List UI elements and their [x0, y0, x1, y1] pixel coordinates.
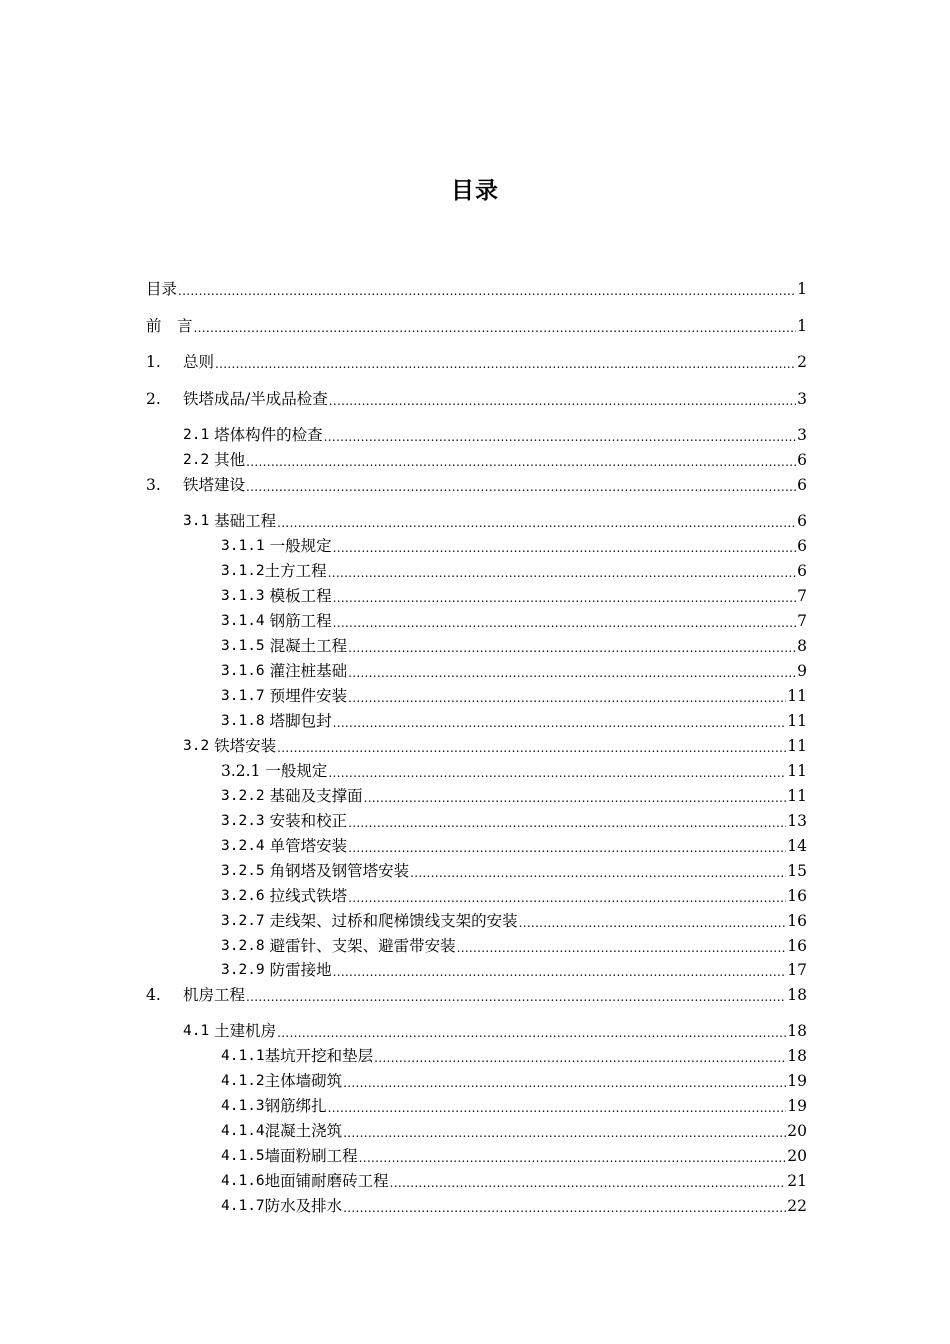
toc-entry-page: 20	[787, 1122, 807, 1140]
toc-entry-title: 角钢塔及钢管塔安装	[264, 862, 410, 880]
toc-entry[interactable]	[221, 634, 807, 656]
toc-entry-page: 8	[797, 637, 807, 655]
toc-entry-title: 土建机房	[209, 1022, 277, 1040]
toc-entry[interactable]	[221, 659, 807, 681]
toc-entry-title: 墙面粉刷工程	[264, 1147, 358, 1165]
toc-entry-title: 主体墙砌筑	[264, 1072, 343, 1090]
toc-entry[interactable]	[183, 734, 807, 756]
toc-entry[interactable]	[146, 350, 807, 372]
toc-leader	[348, 815, 786, 831]
toc-entry-page: 11	[787, 737, 807, 755]
toc-entry[interactable]	[183, 423, 807, 445]
toc-entry[interactable]	[183, 1019, 807, 1041]
toc-entry[interactable]	[221, 1044, 807, 1066]
toc-entry[interactable]	[221, 684, 807, 706]
toc-entry-title: 预埋件安装	[264, 687, 348, 705]
toc-leader	[410, 865, 786, 881]
toc-entry[interactable]	[221, 1169, 807, 1191]
toc-entry-page: 17	[787, 961, 807, 979]
toc-entry-page: 19	[787, 1097, 807, 1115]
toc-leader	[343, 1200, 786, 1216]
toc-entry-number: 4.1.6	[221, 1173, 265, 1189]
toc-entry-number: 3.1.4	[221, 613, 265, 629]
toc-entry-title: 模板工程	[264, 587, 332, 605]
toc-entry[interactable]	[146, 983, 807, 1005]
toc-entry[interactable]	[183, 448, 807, 470]
toc-entry-page: 3	[797, 426, 807, 444]
toc-entry-number: 4.	[146, 986, 161, 1004]
toc-entry-number: 2.	[146, 390, 161, 408]
toc-entry-page: 13	[787, 812, 807, 830]
toc-entry-number: 3.2.5	[221, 863, 265, 879]
toc-entry-number: 3.2	[183, 738, 210, 754]
toc-entry[interactable]	[221, 784, 807, 806]
toc-entry[interactable]	[221, 859, 807, 881]
toc-entry[interactable]	[221, 534, 807, 556]
toc-entry-page: 6	[797, 451, 807, 469]
toc-leader	[390, 1175, 787, 1191]
toc-leader	[348, 665, 796, 681]
toc-entry-title: 塔脚包封	[264, 712, 332, 730]
toc-entry-number: 4.1.4	[221, 1123, 265, 1139]
toc-entry-page: 1	[797, 317, 807, 335]
toc-leader	[343, 1125, 786, 1141]
toc-entry-number: 3.1.5	[221, 638, 265, 654]
toc-entry-page: 6	[797, 512, 807, 530]
toc-entry[interactable]	[221, 934, 807, 956]
toc-entry[interactable]	[221, 1194, 807, 1216]
toc-entry-title: 铁塔建设	[183, 476, 246, 494]
toc-entry-title: 铁塔成品/半成品检查	[183, 390, 328, 408]
toc-entry-page: 18	[787, 1047, 807, 1065]
toc-entry-number: 3.2.8	[221, 938, 265, 954]
toc-entry-number: 4.1.2	[221, 1073, 265, 1089]
toc-leader	[277, 740, 786, 756]
toc-entry-number: 3.2.9	[221, 962, 265, 978]
toc-entry-title: 一般规定	[260, 762, 328, 780]
toc-entry-title: 前 言	[146, 317, 193, 335]
toc-entry[interactable]	[221, 1119, 807, 1141]
toc-leader	[333, 540, 797, 556]
toc-entry-number: 3.2.4	[221, 838, 265, 854]
toc-leader	[328, 765, 786, 781]
toc-entry-title: 基坑开挖和垫层	[264, 1047, 374, 1065]
toc-entry-title: 总则	[183, 353, 215, 371]
toc-entry-title: 目录	[146, 280, 178, 298]
toc-entry-number: 4.1	[183, 1023, 210, 1039]
toc-entry-title: 基础及支撑面	[264, 787, 363, 805]
toc-entry-number: 3.1.8	[221, 713, 265, 729]
toc-entry-page: 16	[787, 912, 807, 930]
toc-entry-title: 混凝土浇筑	[264, 1122, 343, 1140]
toc-entry-number: 3.1.2	[221, 563, 265, 579]
toc-entry-title: 防雷接地	[264, 961, 332, 979]
toc-entry-number: 3.1.1	[221, 538, 265, 554]
toc-entry-page: 16	[787, 887, 807, 905]
toc-leader	[519, 915, 787, 931]
toc-entry-number: 3.1	[183, 513, 210, 529]
toc-entry-title: 基础工程	[209, 512, 277, 530]
toc-entry[interactable]	[221, 1144, 807, 1166]
toc-leader	[246, 479, 796, 495]
toc-entry-page: 1	[797, 280, 807, 298]
toc-entry-title: 铁塔安装	[209, 737, 277, 755]
toc-entry[interactable]	[146, 277, 807, 299]
toc-entry-number: 1.	[146, 353, 161, 371]
toc-entry[interactable]	[146, 387, 807, 409]
toc-leader	[333, 964, 787, 980]
toc-entry[interactable]	[183, 509, 807, 531]
toc-entry-page: 11	[787, 687, 807, 705]
toc-entry-title: 土方工程	[264, 562, 327, 580]
toc-leader	[364, 790, 787, 806]
toc-leader	[246, 454, 796, 470]
toc-leader	[348, 690, 786, 706]
toc-entry-number: 3.1.3	[221, 588, 265, 604]
toc-leader	[374, 1050, 786, 1066]
toc-leader	[359, 1150, 787, 1166]
toc-entry-page: 11	[787, 712, 807, 730]
toc-leader	[333, 715, 787, 731]
toc-entry-page: 6	[797, 476, 807, 494]
toc-entry-page: 7	[797, 587, 807, 605]
toc-leader	[343, 1075, 786, 1091]
toc-entry[interactable]	[146, 314, 807, 336]
toc-leader	[178, 283, 796, 299]
toc-entry[interactable]	[221, 559, 807, 581]
toc-entry-title: 防水及排水	[264, 1197, 343, 1215]
toc-entry-number: 3.1.7	[221, 688, 265, 704]
toc-entry-number: 4.1.1	[221, 1048, 265, 1064]
toc-entry-page: 11	[787, 787, 807, 805]
toc-entry-page: 15	[787, 862, 807, 880]
toc-entry-page: 16	[787, 937, 807, 955]
toc-leader	[457, 940, 787, 956]
toc-entry-number: 3.	[146, 476, 161, 494]
toc-leader	[348, 640, 796, 656]
toc-entry-number: 3.2.2	[221, 788, 265, 804]
toc-entry-page: 19	[787, 1072, 807, 1090]
toc-entry-number: 2.1	[183, 427, 210, 443]
toc-entry-number: 3.2.7	[221, 913, 265, 929]
toc-entry[interactable]	[221, 1094, 807, 1116]
toc-entry-number: 4.1.7	[221, 1198, 265, 1214]
toc-entry-title: 塔体构件的检查	[209, 426, 323, 444]
toc-entry[interactable]	[221, 759, 807, 781]
toc-leader	[348, 840, 786, 856]
toc-entry-title: 走线架、过桥和爬梯馈线支架的安装	[264, 912, 518, 930]
toc-entry-number: 3.2.6	[221, 888, 265, 904]
toc-entry-number: 4.1.5	[221, 1148, 265, 1164]
toc-entry-title: 一般规定	[264, 537, 332, 555]
toc-entry-page: 6	[797, 537, 807, 555]
toc-leader	[328, 1100, 787, 1116]
toc-entry-number: 4.1.3	[221, 1098, 265, 1114]
toc-leader	[277, 1025, 786, 1041]
toc-entry-title: 其他	[209, 451, 246, 469]
toc-entry-page: 21	[787, 1172, 807, 1190]
toc-entry[interactable]	[221, 958, 807, 980]
toc-entry[interactable]	[221, 709, 807, 731]
toc-entry-page: 18	[787, 1022, 807, 1040]
toc-entry[interactable]	[221, 609, 807, 631]
toc-entry[interactable]	[221, 909, 807, 931]
toc-entry-number: 3.2.1	[221, 762, 261, 780]
toc-entry[interactable]	[221, 834, 807, 856]
toc-entry-page: 22	[787, 1197, 807, 1215]
toc-entry-title: 机房工程	[183, 986, 246, 1004]
toc-entry-number: 3.1.6	[221, 663, 265, 679]
toc-entry[interactable]	[221, 884, 807, 906]
toc-entry-title: 拉线式铁塔	[264, 887, 348, 905]
toc-entry-title: 单管塔安装	[264, 837, 348, 855]
toc-entry[interactable]	[221, 809, 807, 831]
toc-leader	[333, 590, 797, 606]
toc-entry-title: 钢筋绑扎	[264, 1097, 327, 1115]
toc-entry-number: 2.2	[183, 452, 210, 468]
toc-leader	[333, 615, 797, 631]
toc-leader	[215, 356, 796, 372]
toc-entry-page: 7	[797, 612, 807, 630]
toc-entry-number: 3.2.3	[221, 813, 265, 829]
toc-entry-page: 18	[787, 986, 807, 1004]
toc-entry-title: 地面铺耐磨砖工程	[264, 1172, 389, 1190]
toc-entry[interactable]	[146, 473, 807, 495]
toc-entry-title: 钢筋工程	[264, 612, 332, 630]
toc-entry-title: 安装和校正	[264, 812, 348, 830]
toc-entry-page: 2	[797, 353, 807, 371]
toc-entry-page: 6	[797, 562, 807, 580]
toc-entry-page: 3	[797, 390, 807, 408]
toc-leader	[246, 989, 786, 1005]
toc-entry-page: 9	[797, 662, 807, 680]
toc-entry-title: 避雷针、支架、避雷带安装	[264, 937, 456, 955]
toc-leader	[328, 565, 796, 581]
toc-entry-page: 20	[787, 1147, 807, 1165]
toc-leader	[277, 515, 796, 531]
toc-entry-title: 灌注桩基础	[264, 662, 348, 680]
page-title: 目录	[451, 178, 499, 204]
toc-leader	[194, 320, 797, 336]
toc-leader	[329, 393, 796, 409]
toc-leader	[348, 890, 786, 906]
toc-leader	[324, 429, 796, 445]
toc-entry[interactable]	[221, 584, 807, 606]
toc-entry-title: 混凝土工程	[264, 637, 348, 655]
toc-entry-page: 14	[787, 837, 807, 855]
toc-entry-page: 11	[787, 762, 807, 780]
toc-entry[interactable]	[221, 1069, 807, 1091]
